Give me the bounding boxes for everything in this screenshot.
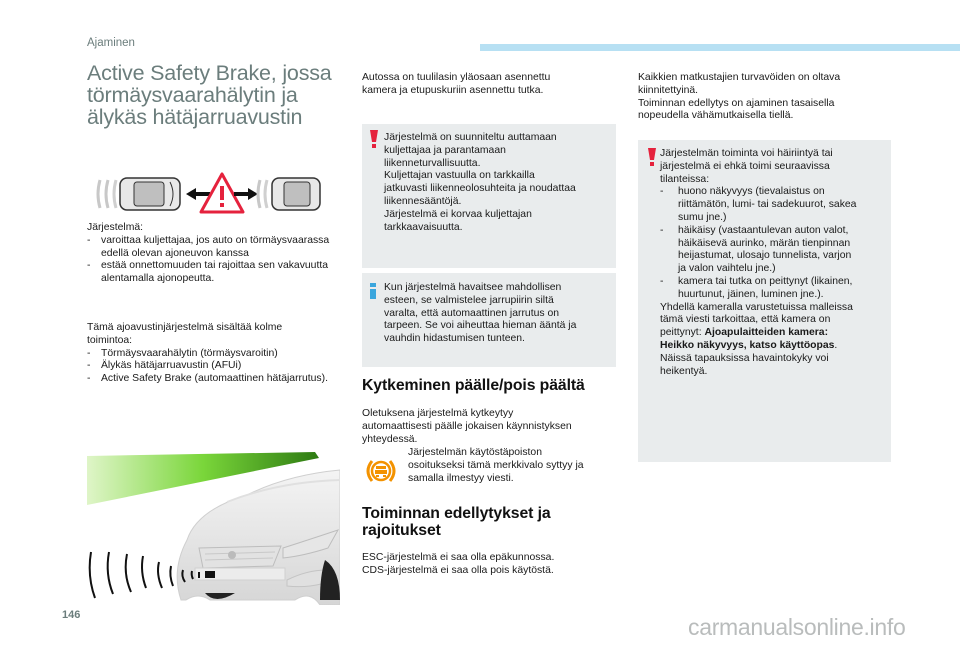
list-item: - estää onnettomuuden tai rajoittaa sen vakavuutta alentamalla ajonopeutta.	[87, 260, 329, 285]
text-line: riittämätön, lumi- tai sadekuurot, sakea	[678, 199, 857, 211]
heading-conditions	[362, 505, 622, 539]
text-line: kuljettajaa ja parantamaan	[384, 144, 506, 156]
list-item: - Törmäysvaarahälytin (törmäysvaroitin)	[87, 347, 278, 359]
text-line: ja valon vaihtelu jne.)	[678, 263, 776, 275]
text-line: Järjestelmän toiminta voi häiriintyä tai	[660, 148, 833, 159]
text-line: liikennesääntöjä.	[384, 195, 462, 207]
text-line: Toiminnan edellytys on ajaminen tasaisella	[638, 97, 835, 109]
text-line: Kuljettajan vastuulla on tarkkailla	[384, 170, 535, 182]
heading-toggle: Kytkeminen päälle/pois päältä	[362, 377, 585, 394]
text-line: yhteydessä.	[362, 433, 418, 445]
text-line: kamera tai tutka on peittynyt (likainen,	[678, 275, 853, 287]
text-line: Kaikkien matkustajien turvavöiden on oltava	[638, 72, 841, 83]
toggle-text	[362, 408, 616, 446]
system-intro	[87, 222, 337, 286]
text-line: huurtunut, jäinen, luminen jne.).	[678, 288, 824, 300]
text-line: Näissä tapauksissa havaintokyky voi	[660, 352, 829, 364]
text-line: tarkkaavaisuutta.	[384, 221, 463, 233]
message-text-bold: Ajoapulaitteiden kamera:	[704, 327, 829, 339]
info-text	[384, 282, 614, 346]
text-line: nopeudella vähämutkaisella tiellä.	[638, 110, 794, 122]
text-line: tämä viesti tarkoittaa, että kamera on	[660, 314, 831, 326]
warning-exclamation-icon	[648, 148, 656, 171]
text-line: tilanteissa:	[660, 173, 710, 185]
text-line	[660, 340, 890, 353]
functions-list	[87, 322, 337, 386]
functions-label: toimintoa:	[87, 334, 133, 346]
warning-box-driver-responsibility	[362, 124, 616, 268]
text-line: huono näkyvyys (tievalaistus on	[678, 186, 825, 198]
intro-label: Järjestelmä:	[87, 222, 144, 233]
heading-line: rajoitukset	[362, 522, 441, 539]
text-line: CDS-järjestelmä ei saa olla pois käytöstä.	[362, 564, 554, 576]
limitations-text	[660, 148, 890, 378]
list-item: - varoittaa kuljettajaa, jos auto on törmäysvaarassa edellä olevan ajoneuvon kanssa	[87, 234, 330, 259]
text-line: samalla ilmestyy viesti.	[408, 472, 514, 484]
warning-text	[384, 132, 614, 234]
text-span: peittynyt:	[660, 327, 705, 339]
text-line: ESC-järjestelmä ei saa olla epäkunnossa.	[362, 552, 555, 563]
info-box-braking-preparation	[362, 273, 616, 367]
text-line: Autossa on tuulilasin yläosaan asennettu	[362, 72, 551, 83]
warning-exclamation-icon	[370, 130, 378, 153]
title-line: Active Safety Brake, jossa	[87, 61, 332, 85]
text-span: .	[834, 339, 838, 351]
page-title	[87, 62, 347, 128]
text-line: Oletuksena järjestelmä kytkeytyy	[362, 408, 514, 419]
title-line: älykäs hätäjarruavustin	[87, 105, 303, 129]
conditions-text	[362, 552, 616, 578]
text-line: tarpeen. Se voi aiheuttaa hieman ääntä ja	[384, 320, 577, 332]
section-label: Ajaminen	[87, 37, 135, 49]
list-item: - Älykäs hätäjarruavustin (AFUi)	[87, 360, 242, 372]
message-text-bold: Heikko näkyvyys, katso käyttöopas	[660, 339, 835, 351]
indicator-text	[408, 447, 618, 485]
text-line: osoitukseksi tämä merkkivalo syttyy ja	[408, 459, 584, 471]
title-line: törmäysvaarahälytin ja	[87, 83, 298, 107]
heading-line: Toiminnan edellytykset ja	[362, 505, 551, 522]
text-line: häikäisevä aurinko, märän tienpinnan	[678, 237, 851, 249]
list-item: - kamera tai tutka on peittynyt (likainen, huurtunut, jäinen, luminen jne.).	[660, 276, 890, 302]
info-icon	[370, 283, 376, 304]
text-line: jatkuvasti liikenneolosuhteita ja noudattaa	[384, 183, 576, 195]
disabled-system-warning-lamp-icon	[366, 456, 396, 486]
list-item: - huono näkyvyys (tievalaistus on riittämätön, lumi- tai sadekuurot, sakea sumu jne.)	[660, 186, 890, 224]
text-line: järjestelmä ei ehkä toimi seuraavissa	[660, 160, 830, 172]
text-line: Järjestelmä on suunniteltu auttamaan	[384, 132, 557, 143]
text-line	[660, 327, 890, 340]
page-number: 146	[62, 609, 81, 621]
text-line: liikenneturvallisuutta.	[384, 157, 481, 169]
text-line: sumu jne.)	[678, 211, 727, 223]
text-line: Järjestelmän käytöstäpoiston	[408, 447, 542, 458]
text-line: heijastumat, ulosajo tunnelista, varjon	[678, 250, 852, 262]
seatbelt-intro	[638, 72, 893, 123]
text-line: heikentyä.	[660, 365, 708, 377]
text-line: Yhdellä kameralla varustetuissa malleissa	[660, 301, 853, 313]
text-line: automaattisesti päälle jokaisen käynnistyksen	[362, 420, 572, 432]
text-line: varalta, että automaattinen jarrutus on	[384, 307, 560, 319]
warning-box-limitations	[638, 140, 891, 462]
text-line: Kun järjestelmä havaitsee mahdollisen	[384, 282, 562, 293]
text-line: kamera ja etupuskuriin asennettu tutka.	[362, 84, 544, 96]
car-front-camera-radar-illustration	[87, 440, 340, 605]
header-accent-bar	[480, 44, 960, 51]
list-item: - häikäisy (vastaantulevan auton valot, häikäisevä aurinko, märän tienpinnan heijastumat, ulosajo tunnelista, varjon ja valon vaihtelu jne.)	[660, 225, 890, 276]
text-line: vauhdin hidastumisen tunteen.	[384, 333, 525, 345]
camera-radar-intro	[362, 72, 612, 98]
watermark: carmanualsonline.info	[688, 614, 906, 640]
list-item: - Active Safety Brake (automaattinen hätäjarrutus).	[87, 373, 328, 385]
text-line: häikäisy (vastaantulevan auton valot,	[678, 224, 849, 236]
text-line: kiinnitettyinä.	[638, 84, 699, 96]
collision-warning-diagram	[92, 170, 322, 218]
text-line: esteen, se valmistelee jarrupiirin siltä	[384, 294, 554, 306]
functions-label: Tämä ajoavustinjärjestelmä sisältää kolme	[87, 322, 283, 333]
text-line: Järjestelmä ei korvaa kuljettajan	[384, 208, 532, 220]
